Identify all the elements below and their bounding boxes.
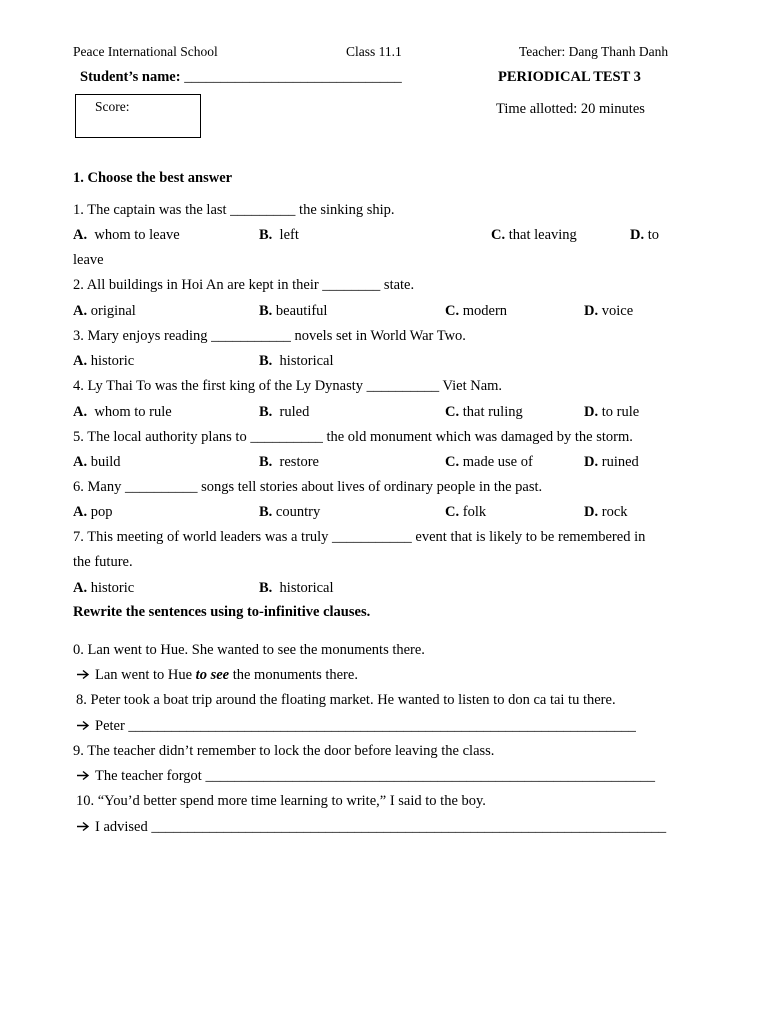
question-5: 5. The local authority plans to __________ the old monument which was damaged by the storm. [73,429,633,445]
question-7-wrap: the future. [73,554,133,570]
q6-option-a: A. pop [73,504,113,520]
q6-option-c: C. folk [445,504,487,520]
q1-option-d: D. to [630,227,660,243]
arrow-right-icon [77,818,95,836]
question-10: 10. “You’d better spend more time learning to write,” I said to the boy. [76,793,486,809]
q3-option-b: B. historical [259,353,334,369]
q5-option-a: A. build [73,454,121,470]
q5-option-c: C. made use of [445,454,533,470]
question-1: 1. The captain was the last _________ the sinking ship. [73,202,395,218]
question-3: 3. Mary enjoys reading ___________ novels set in World War Two. [73,328,466,344]
q5-option-b: B. restore [259,454,319,470]
answer-8: Peter ______________________________________________________________________ [77,717,636,735]
question-7: 7. This meeting of world leaders was a truly ___________ event that is likely to be remembered in [73,529,646,545]
section1-title: 1. Choose the best answer [73,170,233,186]
question-8: 8. Peter took a boat trip around the floating market. He wanted to listen to don ca tai tu there. [76,692,616,708]
question-6: 6. Many __________ songs tell stories about lives of ordinary people in the past. [73,479,543,495]
q1-option-c: C. that leaving [491,227,577,243]
class-name: Class 11.1 [346,44,402,59]
q4-option-d: D. to rule [584,404,640,420]
arrow-right-icon [77,767,95,785]
q2-option-b: B. beautiful [259,303,328,319]
q7-option-a: A. historic [73,580,135,596]
q2-option-a: A. original [73,303,136,319]
score-label: Score: [95,99,130,114]
q1-option-d-wrap: leave [73,252,104,268]
answer-10: I advised _______________________________________________________________________ [77,818,666,836]
score-box [75,94,201,138]
teacher-name: Teacher: Dang Thanh Danh [519,44,669,59]
q6-option-b: B. country [259,504,321,520]
q2-option-d: D. voice [584,303,634,319]
q7-option-b: B. historical [259,580,334,596]
q6-option-d: D. rock [584,504,628,520]
q4-option-b: B. ruled [259,404,310,420]
section2-title: Rewrite the sentences using to-infinitive clauses. [73,604,371,620]
time-allotted: Time allotted: 20 minutes [496,101,645,117]
test-title: PERIODICAL TEST 3 [498,69,641,85]
question-9: 9. The teacher didn’t remember to lock the door before leaving the class. [73,743,495,759]
q2-option-c: C. modern [445,303,508,319]
example-question: 0. Lan went to Hue. She wanted to see the monuments there. [73,642,425,658]
q1-option-a: A. whom to leave [73,227,180,243]
arrow-right-icon [77,717,95,735]
q1-option-b: B. left [259,227,299,243]
question-2: 2. All buildings in Hoi An are kept in their ________ state. [73,277,415,293]
example-answer: Lan went to Hue to see the monuments there. [77,666,358,684]
q4-option-a: A. whom to rule [73,404,172,420]
q5-option-d: D. ruined [584,454,639,470]
school-name: Peace International School [73,44,218,59]
arrow-right-icon [77,666,95,684]
q4-option-c: C. that ruling [445,404,523,420]
answer-9: The teacher forgot ______________________________________________________________ [77,767,655,785]
student-name-label: Student’s name: ______________________________ [80,69,402,85]
q3-option-a: A. historic [73,353,135,369]
question-4: 4. Ly Thai To was the first king of the Ly Dynasty __________ Viet Nam. [73,378,503,394]
